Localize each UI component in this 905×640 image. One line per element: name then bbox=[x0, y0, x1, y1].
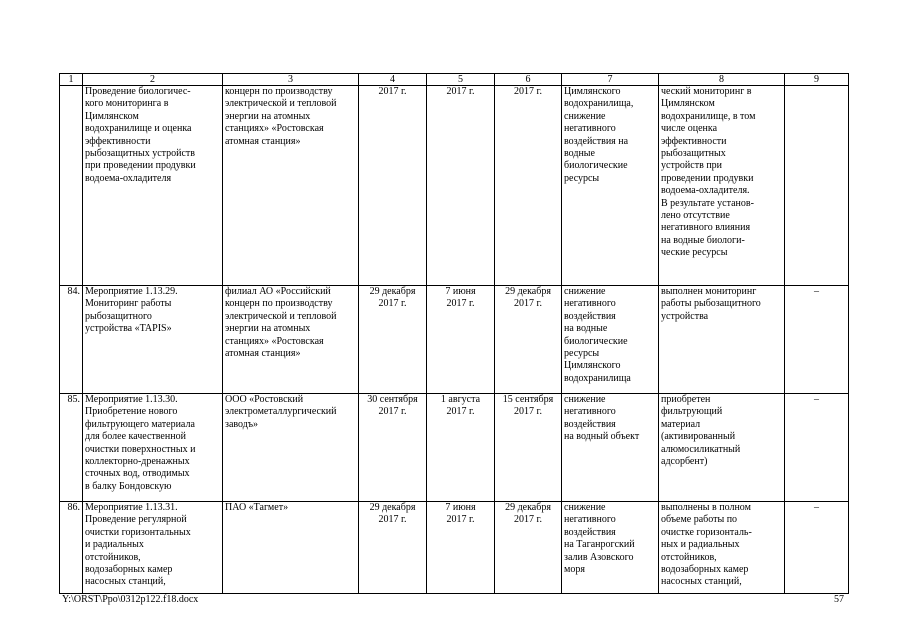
executor-cell: филиал АО «Российский концерн по производству электрической и тепловой энергии на атомных станциях» «Ростовская атомная станция» bbox=[223, 286, 359, 394]
header-row bbox=[60, 74, 849, 86]
header-cell-1: 1 bbox=[60, 74, 83, 86]
row-number: 85. bbox=[60, 394, 83, 502]
header-cell-5: 5 bbox=[427, 74, 495, 86]
header-cell-9: 9 bbox=[785, 74, 849, 86]
note-cell: – bbox=[785, 502, 849, 594]
measure-cell: Мероприятие 1.13.30. Приобретение нового фильтрующего материала для более качественной очистки поверхностных и коллекторно-дренажных сточных вод, отводимых в балку Бондовскую bbox=[83, 394, 223, 502]
table-row bbox=[60, 394, 849, 502]
date-start-cell: 7 июня 2017 г. bbox=[427, 502, 495, 594]
table-row bbox=[60, 286, 849, 394]
measure-cell: Проведение биологичес- кого мониторинга в Цимлянском водохранилище и оценка эффективности рыбозащитных устройств при проведении продувки водоема-охладителя bbox=[83, 86, 223, 286]
row-number: 84. bbox=[60, 286, 83, 394]
goal-cell: Цимлянского водохранилища, снижение негативного воздействия на водные биологические ресурсы bbox=[562, 86, 659, 286]
page-number: 57 bbox=[834, 594, 844, 605]
measure-cell: Мероприятие 1.13.31. Проведение регулярной очистки горизонтальных и радиальных отстойников, водозаборных камер насосных станций, bbox=[83, 502, 223, 594]
note-cell bbox=[785, 86, 849, 286]
header-cell-2: 2 bbox=[83, 74, 223, 86]
header-cell-8: 8 bbox=[659, 74, 785, 86]
date-end-cell: 29 декабря 2017 г. bbox=[495, 286, 562, 394]
executor-cell: ООО «Ростовский электрометаллургический заводъ» bbox=[223, 394, 359, 502]
header-cell-3: 3 bbox=[223, 74, 359, 86]
header-cell-4: 4 bbox=[359, 74, 427, 86]
table-row bbox=[60, 502, 849, 594]
goal-cell: снижение негативного воздействия на водные биологические ресурсы Цимлянского водохранилища bbox=[562, 286, 659, 394]
executor-cell: концерн по производству электрической и тепловой энергии на атомных станциях» «Ростовская атомная станция» bbox=[223, 86, 359, 286]
date-plan-cell: 29 декабря 2017 г. bbox=[359, 502, 427, 594]
result-cell: выполнены в полном объеме работы по очистке горизонталь- ных и радиальных отстойников, водозаборных камер насосных станций, bbox=[659, 502, 785, 594]
date-plan-cell: 2017 г. bbox=[359, 86, 427, 286]
result-cell: выполнен мониторинг работы рыбозащитного устройства bbox=[659, 286, 785, 394]
result-cell: ческий мониторинг в Цимлянском водохранилище, в том числе оценка эффективности рыбозащитных устройств при проведении продувки водоема-охладителя. В результате установ- лено отсутствие негативного влияния на водные биологи- ческие ресурсы bbox=[659, 86, 785, 286]
table-row bbox=[60, 86, 849, 286]
row-number: 86. bbox=[60, 502, 83, 594]
date-end-cell: 29 декабря 2017 г. bbox=[495, 502, 562, 594]
date-start-cell: 1 августа 2017 г. bbox=[427, 394, 495, 502]
header-cell-6: 6 bbox=[495, 74, 562, 86]
goal-cell: снижение негативного воздействия на Таганрогский залив Азовского моря bbox=[562, 502, 659, 594]
measures-table bbox=[59, 73, 849, 594]
date-end-cell: 2017 г. bbox=[495, 86, 562, 286]
row-number bbox=[60, 86, 83, 286]
date-start-cell: 7 июня 2017 г. bbox=[427, 286, 495, 394]
note-cell: – bbox=[785, 286, 849, 394]
date-start-cell: 2017 г. bbox=[427, 86, 495, 286]
date-end-cell: 15 сентября 2017 г. bbox=[495, 394, 562, 502]
executor-cell: ПАО «Тагмет» bbox=[223, 502, 359, 594]
document-file-path: Y:\ORST\Ppo\0312p122.f18.docx bbox=[62, 594, 199, 605]
result-cell: приобретен фильтрующий материал (активированный алюмосиликатный адсорбент) bbox=[659, 394, 785, 502]
header-cell-7: 7 bbox=[562, 74, 659, 86]
date-plan-cell: 30 сентября 2017 г. bbox=[359, 394, 427, 502]
measure-cell: Мероприятие 1.13.29. Мониторинг работы рыбозащитного устройства «TAPIS» bbox=[83, 286, 223, 394]
note-cell: – bbox=[785, 394, 849, 502]
date-plan-cell: 29 декабря 2017 г. bbox=[359, 286, 427, 394]
goal-cell: снижение негативного воздействия на водный объект bbox=[562, 394, 659, 502]
